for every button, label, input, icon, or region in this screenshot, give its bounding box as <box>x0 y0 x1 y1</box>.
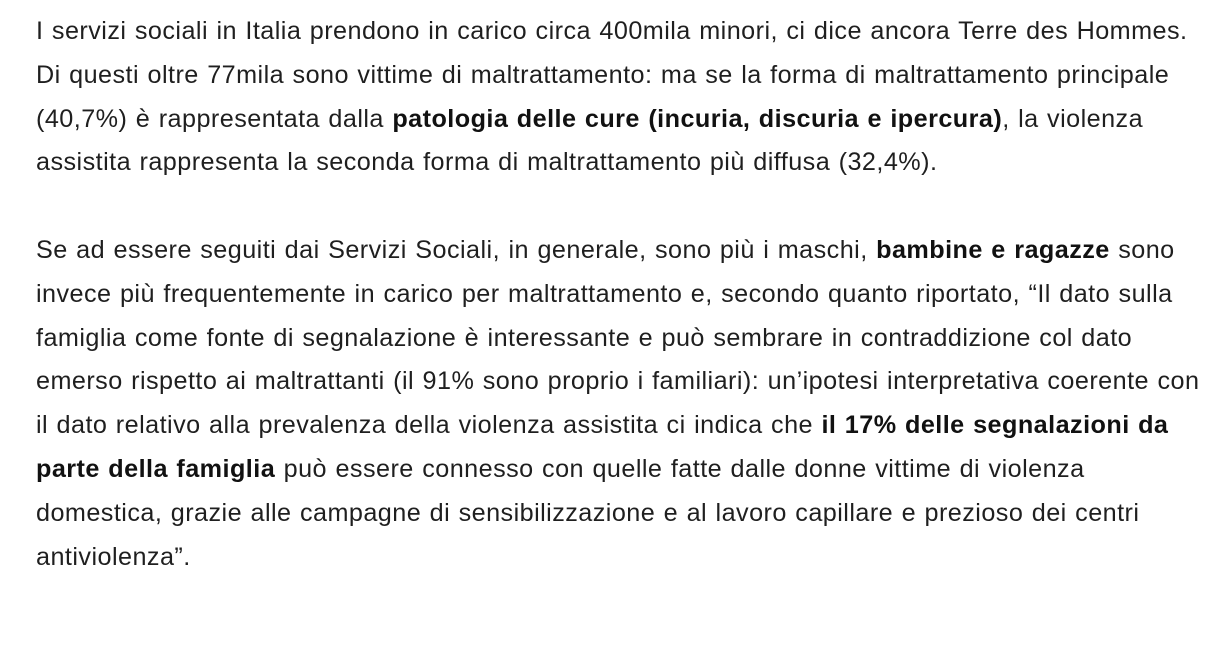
paragraph-text: I servizi sociali in Italia prendono in carico circa 400mila minori, ci dice ancora Terre des Hommes. Di questi oltre 77mila sono vittime di maltrattamento: ma se la forma di maltrattamento principale (40,7%) è rappresentata dalla <box>36 17 1188 133</box>
bold-highlight: bambine e ragazze <box>876 235 1110 264</box>
paragraph-text: Se ad essere seguiti dai Servizi Sociali, in generale, sono più i maschi, <box>36 235 877 264</box>
paragraph-text: , la violenza assistita rappresenta la seconda forma di maltrattamento più diffusa (32,4%). <box>36 104 1144 177</box>
paragraph-maltreatment-forms <box>36 10 1206 185</box>
bold-highlight: patologia delle cure (incuria, discuria e ipercura) <box>392 104 1003 133</box>
paragraph-text: sono invece più frequentemente in carico per maltrattamento e, secondo quanto riportato, “Il dato sulla famiglia come fonte di segnalazione è interessante e può sembrare in contraddizione col dato emerso rispetto ai maltrattanti (il 91% sono proprio i familiari): un’ipotesi interpretativa coerente con il dato relativo alla prevalenza della violenza assistita ci indica che <box>36 235 1200 440</box>
article-body <box>36 10 1206 579</box>
bold-highlight: il 17% delle segnalazioni da parte della famiglia <box>36 411 1169 483</box>
paragraph-text: può essere connesso con quelle fatte dalle donne vittime di violenza domestica, grazie alle campagne di sensibilizzazione e al lavoro capillare e prezioso dei centri antiviolenza”. <box>36 454 1140 571</box>
paragraph-gender-and-reports <box>36 229 1206 579</box>
